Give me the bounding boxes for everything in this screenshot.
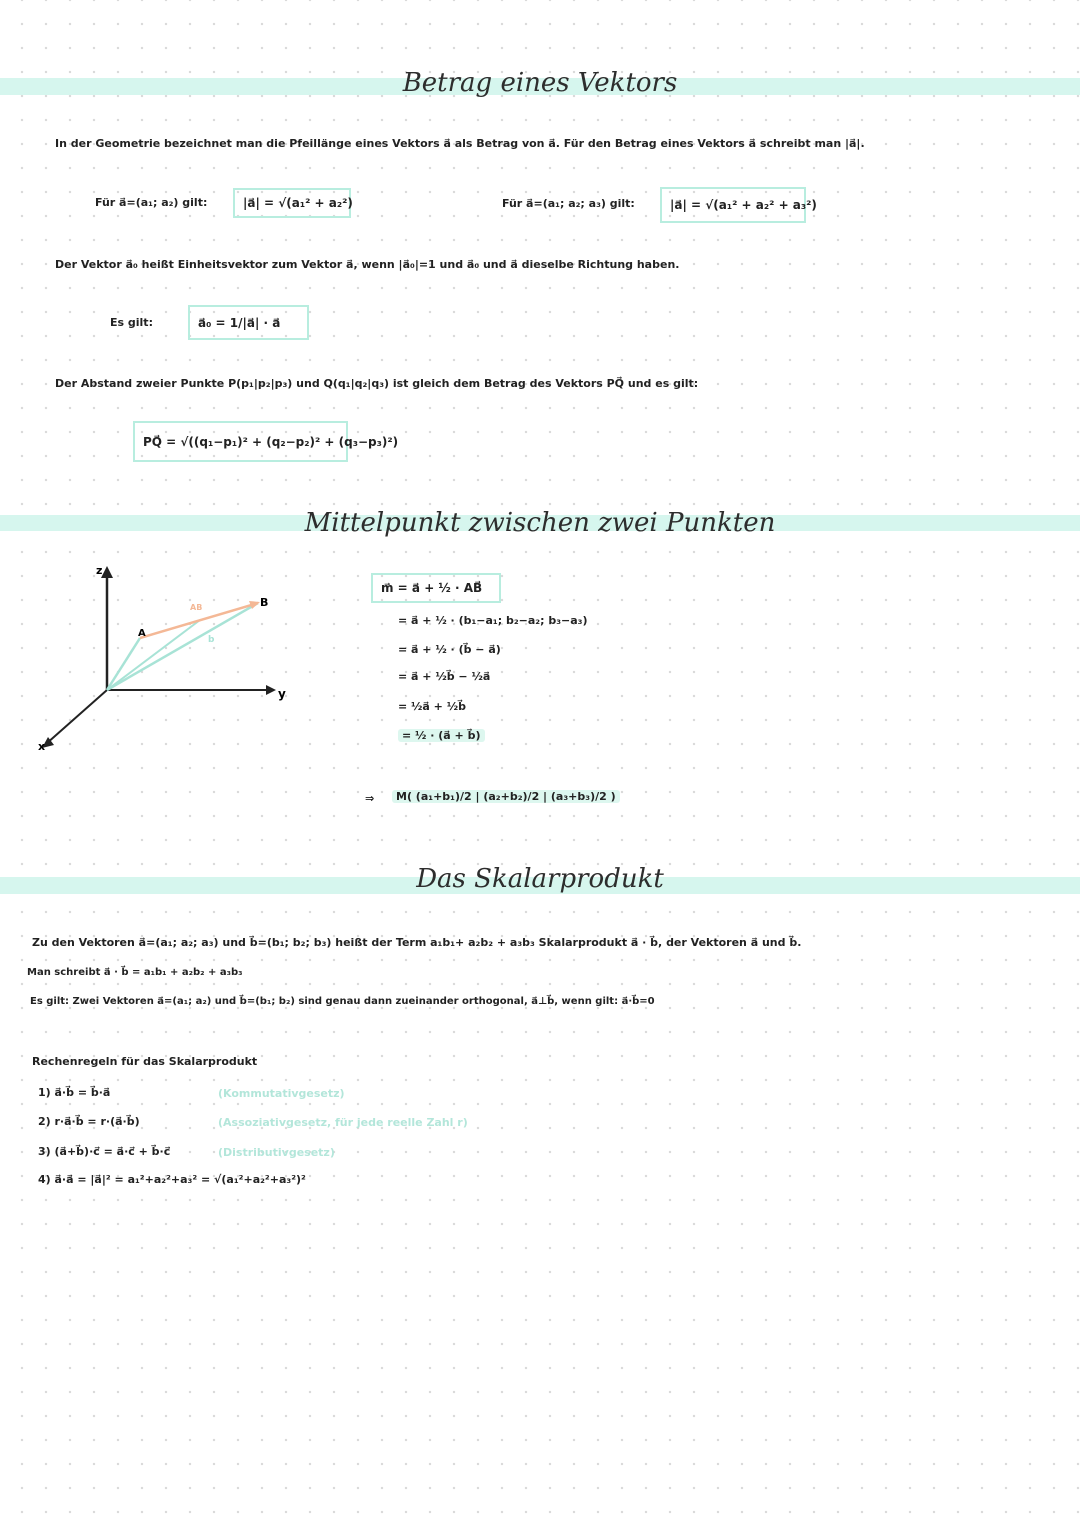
label-2d: Für a⃗=(a₁; a₂) gilt: [95, 196, 208, 209]
rule-1-note: (Kommutativgesetz) [218, 1087, 345, 1100]
vector-diagram [30, 560, 300, 760]
rule-2: 2) r·a⃗·b⃗ = r·(a⃗·b⃗) [38, 1115, 140, 1128]
vector-m [107, 620, 200, 690]
derivation-step-3: = a⃗ + ½b⃗ − ½a⃗ [398, 670, 491, 683]
point-a-label: A [138, 628, 146, 639]
formula-box-2d: |a⃗| = √(a₁² + a₂²) [233, 188, 351, 218]
axis-z-arrow [101, 566, 113, 578]
title-mittelpunkt: Mittelpunkt zwischen zwei Punkten [304, 508, 776, 538]
derivation-step-2: = a⃗ + ½ · (b⃗ − a⃗) [398, 643, 501, 656]
midpoint-result [392, 790, 620, 803]
orthogonal-text: Es gilt: Zwei Vektoren a⃗=(a₁; a₂) und b⃗=(b₁; b₂) sind genau dann zueinander orthogonal, a⃗⊥b⃗, wenn gilt: a⃗·b⃗=0 [30, 996, 655, 1007]
result-arrow: ⇒ [365, 792, 375, 805]
vector-ab-label: AB [190, 603, 203, 612]
formula-box-einheitsvektor: a⃗₀ = 1/|a⃗| · a⃗ [188, 305, 309, 340]
derivation-step-1: = a⃗ + ½ · (b₁−a₁; b₂−a₂; b₃−a₃) [398, 614, 588, 627]
vector-a [107, 638, 140, 690]
rule-3-note: (Distributivgesetz) [218, 1146, 335, 1159]
einheitsvektor-text: Der Vektor a⃗₀ heißt Einheitsvektor zum Vektor a⃗, wenn |a⃗₀|=1 und a⃗₀ und a⃗ dieselbe Richtung haben. [55, 258, 680, 271]
axis-z-label: z [96, 564, 103, 577]
skalar-definition: Zu den Vektoren a⃗=(a₁; a₂; a₃) und b⃗=(b₁; b₂; b₃) heißt der Term a₁b₁+ a₂b₂ + a₃b₃ Skalarprodukt a⃗ · b⃗, der Vektoren a⃗ und b⃗. [32, 936, 802, 949]
rules-title: Rechenregeln für das Skalarprodukt [32, 1055, 258, 1068]
derivation-step-4: = ½a⃗ + ½b⃗ [398, 700, 466, 713]
abstand-text: Der Abstand zweier Punkte P(p₁|p₂|p₃) und Q(q₁|q₂|q₃) ist gleich dem Betrag des Vektors PQ⃗ und es gilt: [55, 377, 699, 390]
rule-1: 1) a⃗·b⃗ = b⃗·a⃗ [38, 1086, 111, 1099]
axis-y-arrow [266, 685, 276, 695]
derivation-step-5 [398, 729, 485, 742]
point-b-label: B [260, 596, 269, 609]
man-schreibt: Man schreibt a⃗ · b⃗ = a₁b₁ + a₂b₂ + a₃b₃ [27, 967, 243, 978]
label-3d: Für a⃗=(a₁; a₂; a₃) gilt: [502, 197, 635, 210]
derivation-step-5-text: = ½ · (a⃗ + b⃗) [398, 729, 485, 742]
title-betrag: Betrag eines Vektors [402, 68, 678, 98]
rule-4: 4) a⃗·a⃗ = |a⃗|² = a₁²+a₂²+a₃² = √(a₁²+a₂²+a₃²)² [38, 1173, 306, 1186]
formula-box-abstand: PQ⃗ = √((q₁−p₁)² + (q₂−p₂)² + (q₃−p₃)²) [133, 421, 348, 462]
rule-3: 3) (a⃗+b⃗)·c⃗ = a⃗·c⃗ + b⃗·c⃗ [38, 1145, 171, 1158]
vector-b-label: b [208, 635, 215, 645]
es-gilt-label: Es gilt: [110, 316, 153, 329]
midpoint-formula-box: m⃗ = a⃗ + ½ · AB⃗ [371, 573, 501, 603]
axis-x-line [46, 690, 107, 744]
midpoint-result-text: M( (a₁+b₁)/2 | (a₂+b₂)/2 | (a₃+b₃)/2 ) [392, 790, 620, 803]
betrag-intro: In der Geometrie bezeichnet man die Pfeillänge eines Vektors a⃗ als Betrag von a⃗. Für den Betrag eines Vektors a⃗ schreibt man |a⃗|. [55, 137, 865, 150]
formula-box-3d: |a⃗| = √(a₁² + a₂² + a₃²) [660, 187, 806, 223]
rule-2-note: (Assoziativgesetz, für jede reelle Zahl r) [218, 1116, 468, 1129]
axis-y-label: y [278, 687, 286, 701]
title-skalarprodukt: Das Skalarprodukt [416, 864, 664, 894]
vector-b [107, 603, 258, 690]
axis-x-label: x [38, 740, 46, 753]
